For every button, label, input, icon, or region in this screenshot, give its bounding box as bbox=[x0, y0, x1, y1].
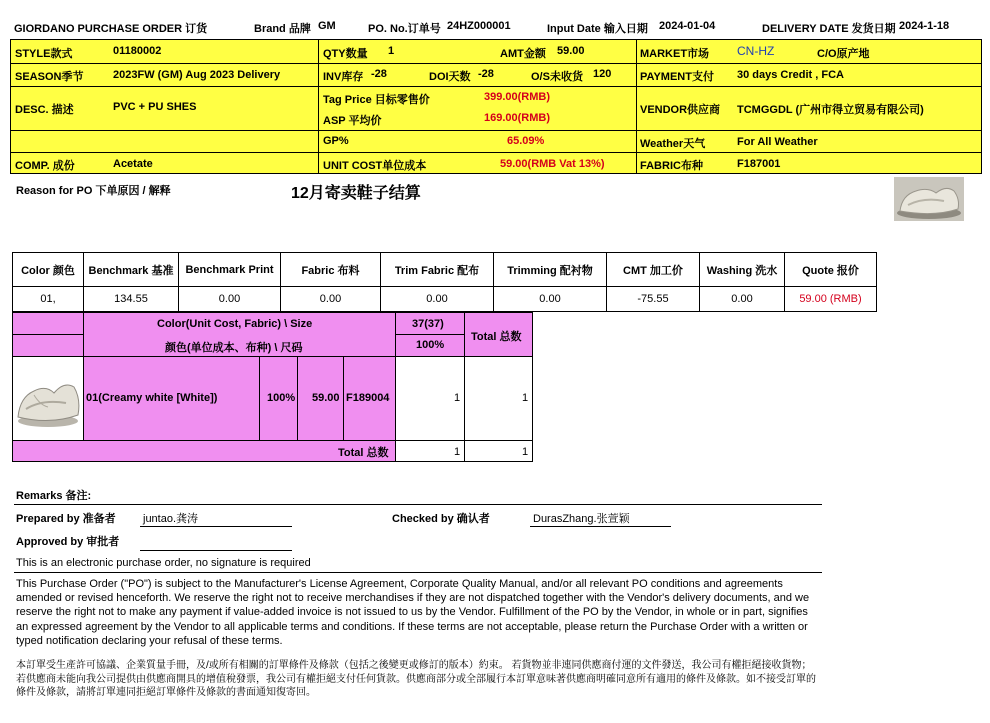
doi-value: -28 bbox=[478, 68, 494, 80]
benchmark-table bbox=[12, 252, 877, 312]
season-value: 2023FW (GM) Aug 2023 Delivery bbox=[113, 69, 281, 81]
benchmark-cell: 0.00 bbox=[281, 287, 381, 312]
approved-by-label: Approved by 审批者 bbox=[16, 536, 120, 548]
product-thumbnail bbox=[894, 177, 964, 221]
vendor-label: VENDOR供应商 bbox=[640, 104, 721, 116]
qty-label: QTY数量 bbox=[323, 48, 368, 60]
outstanding-label: O/S未收货 bbox=[531, 71, 583, 83]
color-unit-cost: 59.00 bbox=[312, 392, 340, 404]
unit-cost-value: 59.00(RMB Vat 13%) bbox=[500, 158, 605, 170]
benchmark-header: Quote 报价 bbox=[785, 253, 877, 287]
size-37-pct: 100% bbox=[416, 339, 445, 351]
benchmark-cell: 134.55 bbox=[84, 287, 179, 312]
fabric-value: F187001 bbox=[737, 158, 781, 170]
input-date-label: Input Date 输入日期 bbox=[547, 23, 648, 35]
qty-value: 1 bbox=[388, 45, 395, 57]
market-value: CN-HZ bbox=[737, 44, 775, 58]
input-date-value: 2024-01-04 bbox=[659, 20, 716, 32]
po-number-label: PO. No.订单号 bbox=[368, 23, 441, 35]
composition-value: Acetate bbox=[113, 158, 153, 170]
payment-value: 30 days Credit , FCA bbox=[737, 69, 844, 81]
fabric-label: FABRIC布种 bbox=[640, 160, 703, 172]
color-pct: 100% bbox=[267, 392, 296, 404]
po-title: GIORDANO PURCHASE ORDER 订货 bbox=[14, 23, 208, 35]
benchmark-header: Benchmark 基准 bbox=[84, 253, 179, 287]
benchmark-cell: 0.00 bbox=[381, 287, 494, 312]
gp-label: GP% bbox=[323, 135, 349, 147]
outstanding-value: 120 bbox=[593, 68, 612, 80]
benchmark-header: Color 颜色 bbox=[13, 253, 84, 287]
benchmark-header: Benchmark Print bbox=[179, 253, 281, 287]
asp-label: ASP 平均价 bbox=[323, 115, 382, 127]
season-label: SEASON季节 bbox=[15, 71, 84, 83]
benchmark-header: Fabric 布料 bbox=[281, 253, 381, 287]
checked-by-label: Checked by 确认者 bbox=[392, 513, 490, 525]
reason-label: Reason for PO 下单原因 / 解释 bbox=[16, 185, 171, 197]
total-header: Total 总数 bbox=[471, 331, 522, 343]
prepared-by-value: juntao.龚涛 bbox=[143, 513, 199, 525]
vendor-value: TCMGGDL (广州市得立贸易有限公司) bbox=[737, 104, 924, 116]
prepared-by-label: Prepared by 准备者 bbox=[16, 513, 116, 525]
total-size-qty: 1 bbox=[454, 446, 461, 458]
color-fabric: F189004 bbox=[346, 392, 390, 404]
desc-value: PVC + PU SHES bbox=[113, 101, 197, 113]
asp-value: 169.00(RMB) bbox=[484, 112, 551, 124]
weather-label: Weather天气 bbox=[640, 138, 706, 150]
size-37-qty: 1 bbox=[454, 392, 461, 404]
checked-by-value: DurasZhang.张萱颖 bbox=[533, 513, 630, 525]
row-total: 1 bbox=[522, 392, 529, 404]
doi-label: DOI天数 bbox=[429, 71, 471, 83]
benchmark-header: Trim Fabric 配布 bbox=[381, 253, 494, 287]
benchmark-cell: 0.00 bbox=[494, 287, 607, 312]
delivery-date-label: DELIVERY DATE 发货日期 bbox=[762, 23, 896, 35]
desc-label: DESC. 描述 bbox=[15, 104, 74, 116]
inventory-value: -28 bbox=[371, 68, 387, 80]
color-name: 01(Creamy white [White]) bbox=[86, 392, 218, 404]
reason-value: 12月寄卖鞋子结算 bbox=[291, 185, 421, 202]
benchmark-cell: -75.55 bbox=[607, 287, 700, 312]
composition-label: COMP. 成份 bbox=[15, 160, 75, 172]
market-label: MARKET市场 bbox=[640, 48, 710, 60]
benchmark-header: Trimming 配衬物 bbox=[494, 253, 607, 287]
terms-english: This Purchase Order ("PO") is subject to the Manufacturer's License Agreement, Corporate Quality Manual, and/or all relevant PO conditions and agreements amended or revised henceforth. We reserve the right not to receive merchandises if they are not dispatched together with the Vendor's delivery documents, and we reserve the right not to make any payment if value-added invoice is not issued to us by the Vendor. Fulfillment of the PO by the Vendor, in whole or in part, signifies an expressed agreement by the Vendor to all applicable terms and conditions. If these terms are not acceptable, please return the Purchase Order with a written or typed notification declaring your refusal of these terms. bbox=[16, 578, 810, 647]
benchmark-cell: 0.00 bbox=[700, 287, 785, 312]
payment-label: PAYMENT支付 bbox=[640, 71, 714, 83]
style-value: 01180002 bbox=[113, 45, 162, 57]
size-37-label: 37(37) bbox=[412, 318, 444, 330]
benchmark-cell: 0.00 bbox=[179, 287, 281, 312]
amount-value: 59.00 bbox=[557, 45, 585, 57]
terms-chinese: 本訂單受生產許可協議、企業質量手冊，及/或所有相關的訂單條件及條款（包括之後變更或修訂的版本）約束。 若貨物並非連同供應商付運的文件發送，我公司有權拒絕接收貨物；若供應商未能向我公司提供由供應商開具的增值稅發票，我公司有權拒絕支付任何貨款。供應商部分或全部履行本訂單意味著供應商明確同意所有適用的條件及條款。如不接受訂單的條件及條款，請將訂單連同拒絕訂單條件及條款的書面通知復寄回。 bbox=[16, 660, 816, 698]
order-info-panel bbox=[10, 39, 982, 174]
electronic-note: This is an electronic purchase order, no signature is required bbox=[16, 557, 311, 569]
benchmark-header: Washing 洗水 bbox=[700, 253, 785, 287]
weather-value: For All Weather bbox=[737, 136, 818, 148]
po-number-value: 24HZ000001 bbox=[447, 20, 511, 32]
remarks-label: Remarks 备注: bbox=[16, 490, 92, 502]
product-image bbox=[14, 359, 82, 437]
tag-price-label: Tag Price 目标零售价 bbox=[323, 94, 430, 106]
size-grid bbox=[12, 312, 533, 462]
gp-value: 65.09% bbox=[507, 135, 545, 147]
origin-label: C/O原产地 bbox=[817, 48, 870, 60]
unit-cost-label: UNIT COST单位成本 bbox=[323, 160, 427, 172]
style-label: STYLE款式 bbox=[15, 48, 73, 60]
benchmark-cell: 01, bbox=[13, 287, 84, 312]
benchmark-quote: 59.00 (RMB) bbox=[785, 287, 877, 312]
brand-value: GM bbox=[318, 20, 336, 32]
size-grid-header-en: Color(Unit Cost, Fabric) \ Size bbox=[157, 318, 313, 330]
delivery-date-value: 2024-1-18 bbox=[899, 20, 950, 32]
grand-total: 1 bbox=[522, 446, 529, 458]
brand-label: Brand 品牌 bbox=[254, 23, 311, 35]
benchmark-header: CMT 加工价 bbox=[607, 253, 700, 287]
tag-price-value: 399.00(RMB) bbox=[484, 91, 551, 103]
size-grid-header-cn: 颜色(单位成本、布种) \ 尺码 bbox=[165, 342, 303, 354]
inventory-label: INV库存 bbox=[323, 71, 364, 83]
amount-label: AMT金额 bbox=[500, 48, 546, 60]
total-row-label: Total 总数 bbox=[338, 447, 389, 459]
